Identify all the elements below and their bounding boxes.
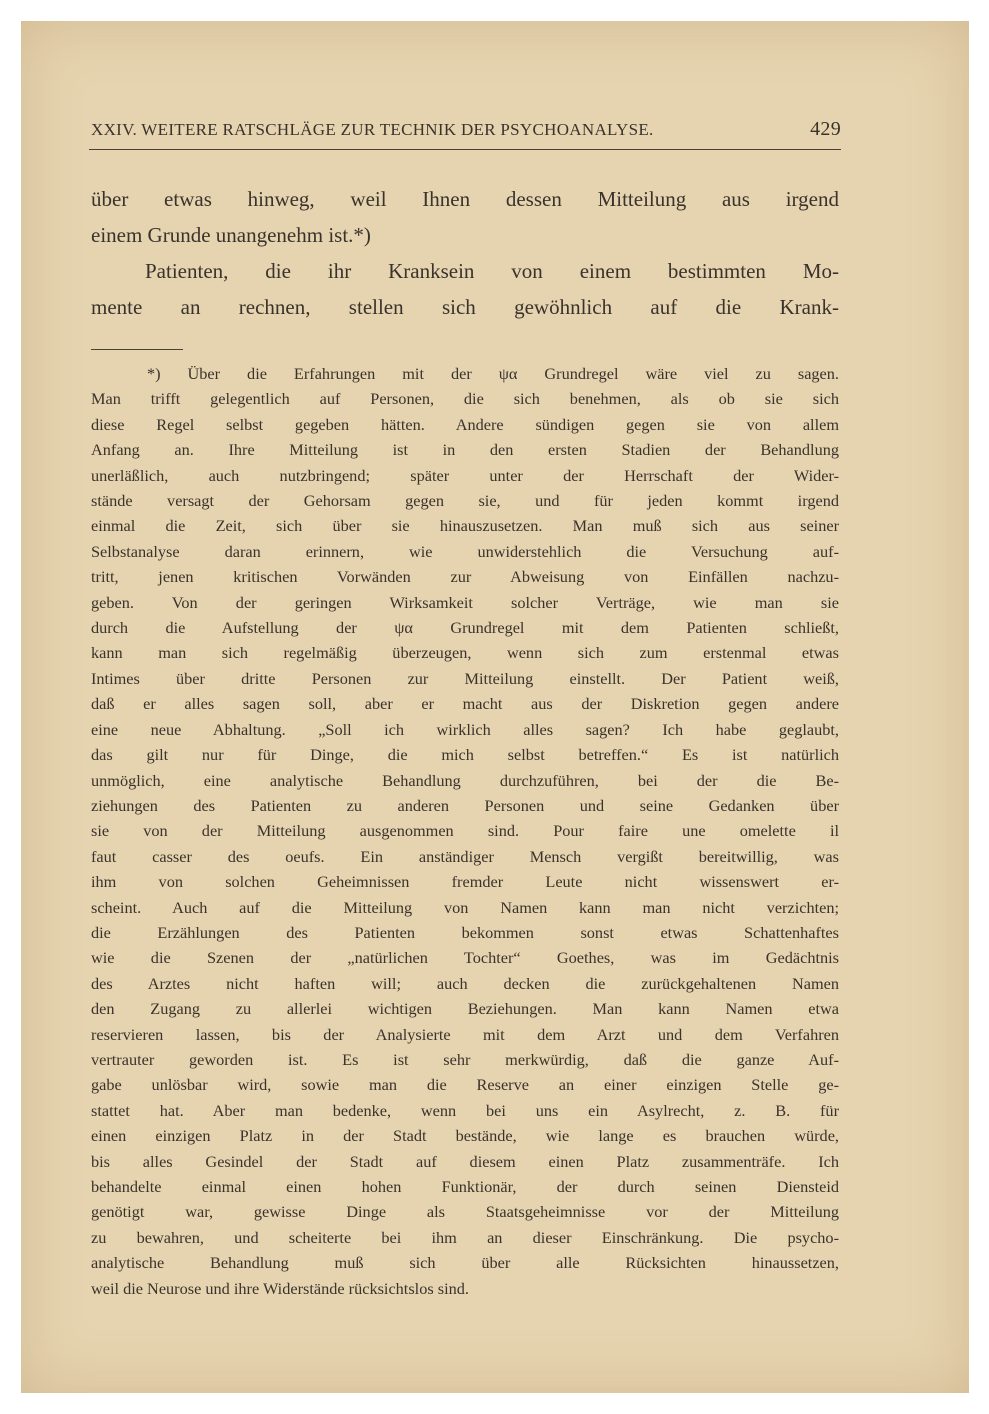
footnote-line: diese Regel selbst gegeben hätten. Andere sündigen gegen sie von allem bbox=[91, 414, 839, 434]
footnote-line: tritt, jenen kritischen Vorwänden zur Abweisung von Einfällen nachzu- bbox=[91, 567, 839, 587]
book-page bbox=[21, 21, 969, 1393]
footnote-line: Anfang an. Ihre Mitteilung ist in den ersten Stadien der Behandlung bbox=[91, 440, 839, 460]
footnote-line: ihm von solchen Geheimnissen fremder Leute nicht wissenswert er- bbox=[91, 872, 839, 892]
body-line: über etwas hinweg, weil Ihnen dessen Mitteilung aus irgend bbox=[91, 187, 839, 211]
footnote-line: daß er alles sagen soll, aber er macht aus der Diskretion gegen andere bbox=[91, 694, 839, 714]
footnote-line: weil die Neurose und ihre Widerstände rücksichtslos sind. bbox=[91, 1278, 469, 1298]
footnote-line: unerläßlich, auch nutzbringend; später unter der Herrschaft der Wider- bbox=[91, 465, 839, 485]
footnote-line: *) Über die Erfahrungen mit der ψα Grundregel wäre viel zu sagen. bbox=[147, 364, 839, 383]
footnote-line: durch die Aufstellung der ψα Grundregel mit dem Patienten schließt, bbox=[91, 618, 839, 638]
footnote-line: einen einzigen Platz in der Stadt bestände, wie lange es brauchen würde, bbox=[91, 1126, 839, 1146]
footnote-line: gabe unlösbar wird, sowie man die Reserve an einer einzigen Stelle ge- bbox=[91, 1075, 839, 1095]
footnote-line: sie von der Mitteilung ausgenommen sind. Pour faire une omelette il bbox=[91, 821, 839, 841]
footnote bbox=[91, 361, 839, 1301]
footnote-line: die Erzählungen des Patienten bekommen sonst etwas Schattenhaftes bbox=[91, 922, 839, 942]
page-number: 429 bbox=[810, 118, 841, 140]
footnote-line: Intimes über dritte Personen zur Mitteilung einstellt. Der Patient weiß, bbox=[91, 668, 839, 688]
footnote-line: einmal die Zeit, sich über sie hinauszusetzen. Man muß sich aus seiner bbox=[91, 516, 839, 536]
footnote-line: scheint. Auch auf die Mitteilung von Namen kann man nicht verzichten; bbox=[91, 897, 839, 917]
footnote-line: behandelte einmal einen hohen Funktionär, der durch seinen Diensteid bbox=[91, 1177, 839, 1196]
body-line: einem Grunde unangenehm ist.*) bbox=[91, 223, 371, 247]
footnote-line: vertrauter geworden ist. Es ist sehr merkwürdig, daß die ganze Auf- bbox=[91, 1049, 839, 1069]
footnote-line: geben. Von der geringen Wirksamkeit solcher Verträge, wie man sie bbox=[91, 592, 839, 612]
footnote-line: wie die Szenen der „natürlichen Tochter“ Goethes, was im Gedächtnis bbox=[91, 948, 839, 968]
chapter-title: XXIV. WEITERE RATSCHLÄGE ZUR TECHNIK DER PSYCHOANALYSE. bbox=[91, 120, 654, 139]
footnote-line: kann man sich regelmäßig überzeugen, wenn sich zum erstenmal etwas bbox=[91, 643, 839, 663]
footnote-line: den Zugang zu allerlei wichtigen Beziehungen. Man kann Namen etwa bbox=[91, 999, 839, 1019]
footnote-line: Selbstanalyse daran erinnern, wie unwiderstehlich die Versuchung auf- bbox=[91, 541, 839, 561]
footnote-rule bbox=[91, 349, 183, 350]
footnote-line: zu bewahren, und scheiterte bei ihm an dieser Einschränkung. Die psycho- bbox=[91, 1227, 839, 1247]
footnote-line: reservieren lassen, bis der Analysierte mit dem Arzt und dem Verfahren bbox=[91, 1024, 839, 1044]
main-text bbox=[91, 181, 839, 325]
footnote-line: unmöglich, eine analytische Behandlung durchzuführen, bei der die Be- bbox=[91, 770, 839, 790]
footnote-line: genötigt war, gewisse Dinge als Staatsgeheimnisse vor der Mitteilung bbox=[91, 1202, 839, 1222]
footnote-line: des Arztes nicht haften will; auch decken die zurückgehaltenen Namen bbox=[91, 973, 839, 993]
footnote-line: das gilt nur für Dinge, die mich selbst betreffen.“ Es ist natürlich bbox=[91, 745, 839, 765]
running-header bbox=[91, 118, 841, 141]
footnote-line: bis alles Gesindel der Stadt auf diesem einen Platz zusammenträfe. Ich bbox=[91, 1151, 839, 1171]
body-line: mente an rechnen, stellen sich gewöhnlich auf die Krank- bbox=[91, 295, 839, 319]
footnote-line: ziehungen des Patienten zu anderen Personen und seine Gedanken über bbox=[91, 795, 839, 815]
header-rule bbox=[89, 149, 841, 150]
footnote-line: Man trifft gelegentlich auf Personen, die sich benehmen, als ob sie sich bbox=[91, 389, 839, 409]
body-line: Patienten, die ihr Kranksein von einem bestimmten Mo- bbox=[145, 259, 839, 283]
footnote-line: analytische Behandlung muß sich über alle Rücksichten hinaussetzen, bbox=[91, 1253, 839, 1273]
footnote-line: eine neue Abhaltung. „Soll ich wirklich alles sagen? Ich habe geglaubt, bbox=[91, 719, 839, 739]
footnote-line: faut casser des oeufs. Ein anständiger Mensch vergißt bereitwillig, was bbox=[91, 846, 839, 866]
footnote-line: stände versagt der Gehorsam gegen sie, und für jeden kommt irgend bbox=[91, 491, 839, 511]
footnote-line: stattet hat. Aber man bedenke, wenn bei uns ein Asylrecht, z. B. für bbox=[91, 1100, 839, 1120]
